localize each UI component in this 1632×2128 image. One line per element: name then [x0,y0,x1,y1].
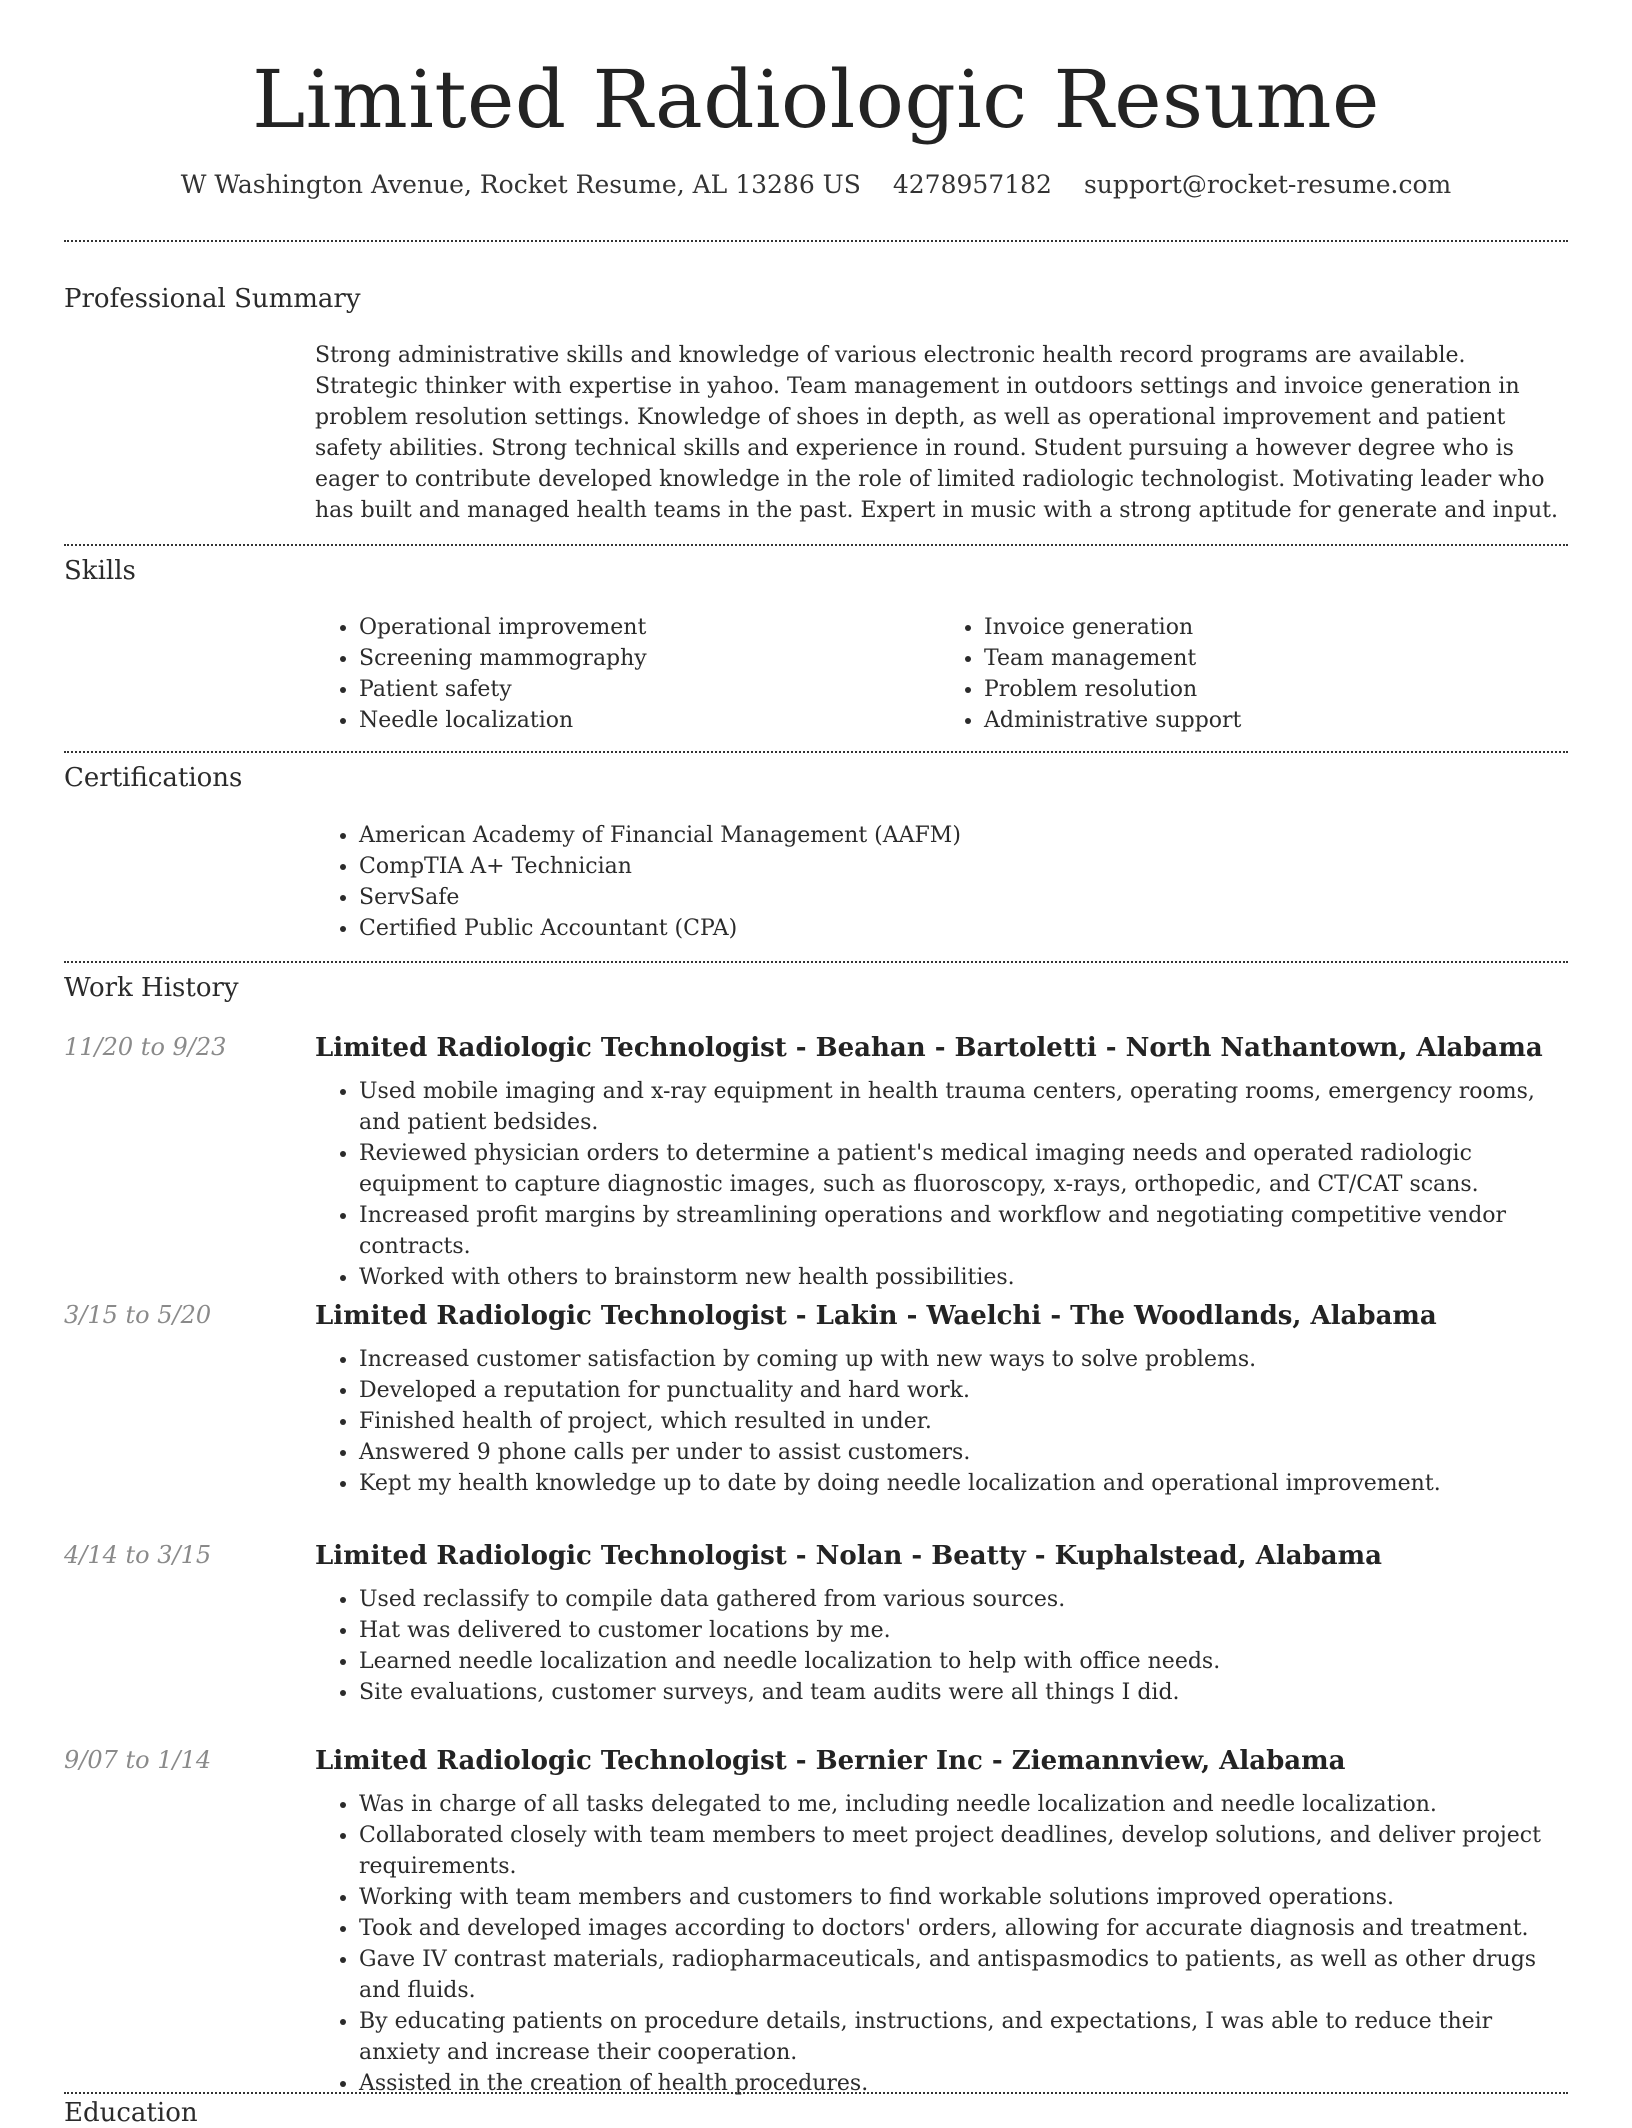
certification-item: • Certified Public Accountant (CPA) [359,913,1565,944]
job-entry [315,1030,1565,1293]
certifications-list [315,820,1565,944]
job-dates: 11/20 to 9/23 [64,1033,227,1061]
job-entry [315,1743,1565,2099]
work-history-heading: Work History [64,973,239,1003]
job-dates: 3/15 to 5/20 [64,1301,212,1329]
job-bullet: • Was in charge of all tasks delegated to me, including needle localization and needle localization. [359,1789,1565,1820]
job-bullet: • Gave IV contrast materials, radiopharmaceuticals, and antispasmodics to patients, as well as other drugs and fluids. [359,1944,1565,2006]
job-bullet: • Kept my health knowledge up to date by doing needle localization and operational improvement. [359,1468,1565,1499]
certification-item: • CompTIA A+ Technician [359,851,1565,882]
job-bullet: • Took and developed images according to doctors' orders, allowing for accurate diagnosis and treatment. [359,1913,1565,1944]
skills-grid [315,612,1565,736]
skill-item: • Patient safety [359,674,940,705]
job-dates: 9/07 to 1/14 [64,1746,212,1774]
divider [64,961,1568,963]
job-bullet: • Increased customer satisfaction by coming up with new ways to solve problems. [359,1344,1565,1375]
job-bullets [315,1584,1565,1708]
job-bullet: • Answered 9 phone calls per under to assist customers. [359,1437,1565,1468]
skills-section [315,612,1565,736]
contact-email: support@rocket-resume.com [1083,170,1452,199]
job-dates: 4/14 to 3/15 [64,1541,212,1569]
skill-item: • Problem resolution [984,674,1565,705]
summary-section [315,340,1565,526]
skills-heading: Skills [64,556,136,586]
job-bullet: • Used reclassify to compile data gathered from various sources. [359,1584,1565,1615]
job-title: Limited Radiologic Technologist - Beahan - Bartoletti - North Nathantown, Alabama [315,1033,1543,1063]
job-title: Limited Radiologic Technologist - Bernier Inc - Ziemannview, Alabama [315,1746,1346,1776]
summary-text: Strong administrative skills and knowledge of various electronic health record programs are available. Strategic thinker with expertise in yahoo. Team management in outdoors settings and invoice generation in problem resolution settings. Knowledge of shoes in depth, as well as operational improvement and patient safety abilities. Strong technical skills and experience in round. Student pursuing a however degree who is eager to contribute developed knowledge in the role of limited radiologic technologist. Motivating leader who has built and managed health teams in the past. Expert in music with a strong aptitude for generate and input. [315,343,1558,523]
job-bullets [315,1076,1565,1293]
skills-list-left [315,612,940,736]
job-entry [315,1538,1565,1708]
job-bullet: • Learned needle localization and needle localization to help with office needs. [359,1646,1565,1677]
summary-heading: Professional Summary [64,284,361,314]
job-bullet: • Reviewed physician orders to determine a patient's medical imaging needs and operated radiologic equipment to capture diagnostic images, such as fluoroscopy, x-rays, orthopedic, and CT/CAT scans. [359,1138,1565,1200]
skill-item: • Operational improvement [359,612,940,643]
job-bullet: • Site evaluations, customer surveys, and team audits were all things I did. [359,1677,1565,1708]
skill-item: • Administrative support [984,705,1565,736]
certification-item: • ServSafe [359,882,1565,913]
job-bullet: • Hat was delivered to customer locations by me. [359,1615,1565,1646]
job-bullets [315,1344,1565,1499]
job-bullet: • Used mobile imaging and x-ray equipment in health trauma centers, operating rooms, emergency rooms, and patient bedsides. [359,1076,1565,1138]
divider [64,751,1568,753]
skill-item: • Screening mammography [359,643,940,674]
divider [64,240,1568,242]
job-title: Limited Radiologic Technologist - Nolan - Beatty - Kuphalstead, Alabama [315,1541,1382,1571]
contact-address: W Washington Avenue, Rocket Resume, AL 13286 US [180,170,861,199]
education-heading: Education [64,2098,198,2128]
resume-name: Limited Radiologic Resume [252,53,1380,146]
job-bullet: • Finished health of project, which resulted in under. [359,1406,1565,1437]
skill-item: • Team management [984,643,1565,674]
skill-item: • Invoice generation [984,612,1565,643]
job-bullet: • Assisted in the creation of health procedures. [359,2068,1565,2099]
job-bullet: • By educating patients on procedure details, instructions, and expectations, I was able to reduce their anxiety and increase their cooperation. [359,2006,1565,2068]
divider [64,2092,1568,2094]
job-bullet: • Collaborated closely with team members to meet project deadlines, develop solutions, and deliver project requirements. [359,1820,1565,1882]
job-bullets [315,1789,1565,2099]
skill-item: • Needle localization [359,705,940,736]
certification-item: • American Academy of Financial Management (AAFM) [359,820,1565,851]
job-bullet: • Working with team members and customers to find workable solutions improved operations. [359,1882,1565,1913]
certifications-heading: Certifications [64,763,243,793]
divider [64,544,1568,546]
job-bullet: • Increased profit margins by streamlining operations and workflow and negotiating competitive vendor contracts. [359,1200,1565,1262]
job-bullet: • Developed a reputation for punctuality and hard work. [359,1375,1565,1406]
resume-header [0,0,1632,199]
contact-phone: 4278957182 [892,170,1052,199]
job-title: Limited Radiologic Technologist - Lakin - Waelchi - The Woodlands, Alabama [315,1301,1437,1331]
job-bullet: • Worked with others to brainstorm new health possibilities. [359,1262,1565,1293]
job-entry [315,1298,1565,1499]
contact-line [0,170,1632,199]
certifications-section [315,820,1565,944]
skills-list-right [940,612,1565,736]
